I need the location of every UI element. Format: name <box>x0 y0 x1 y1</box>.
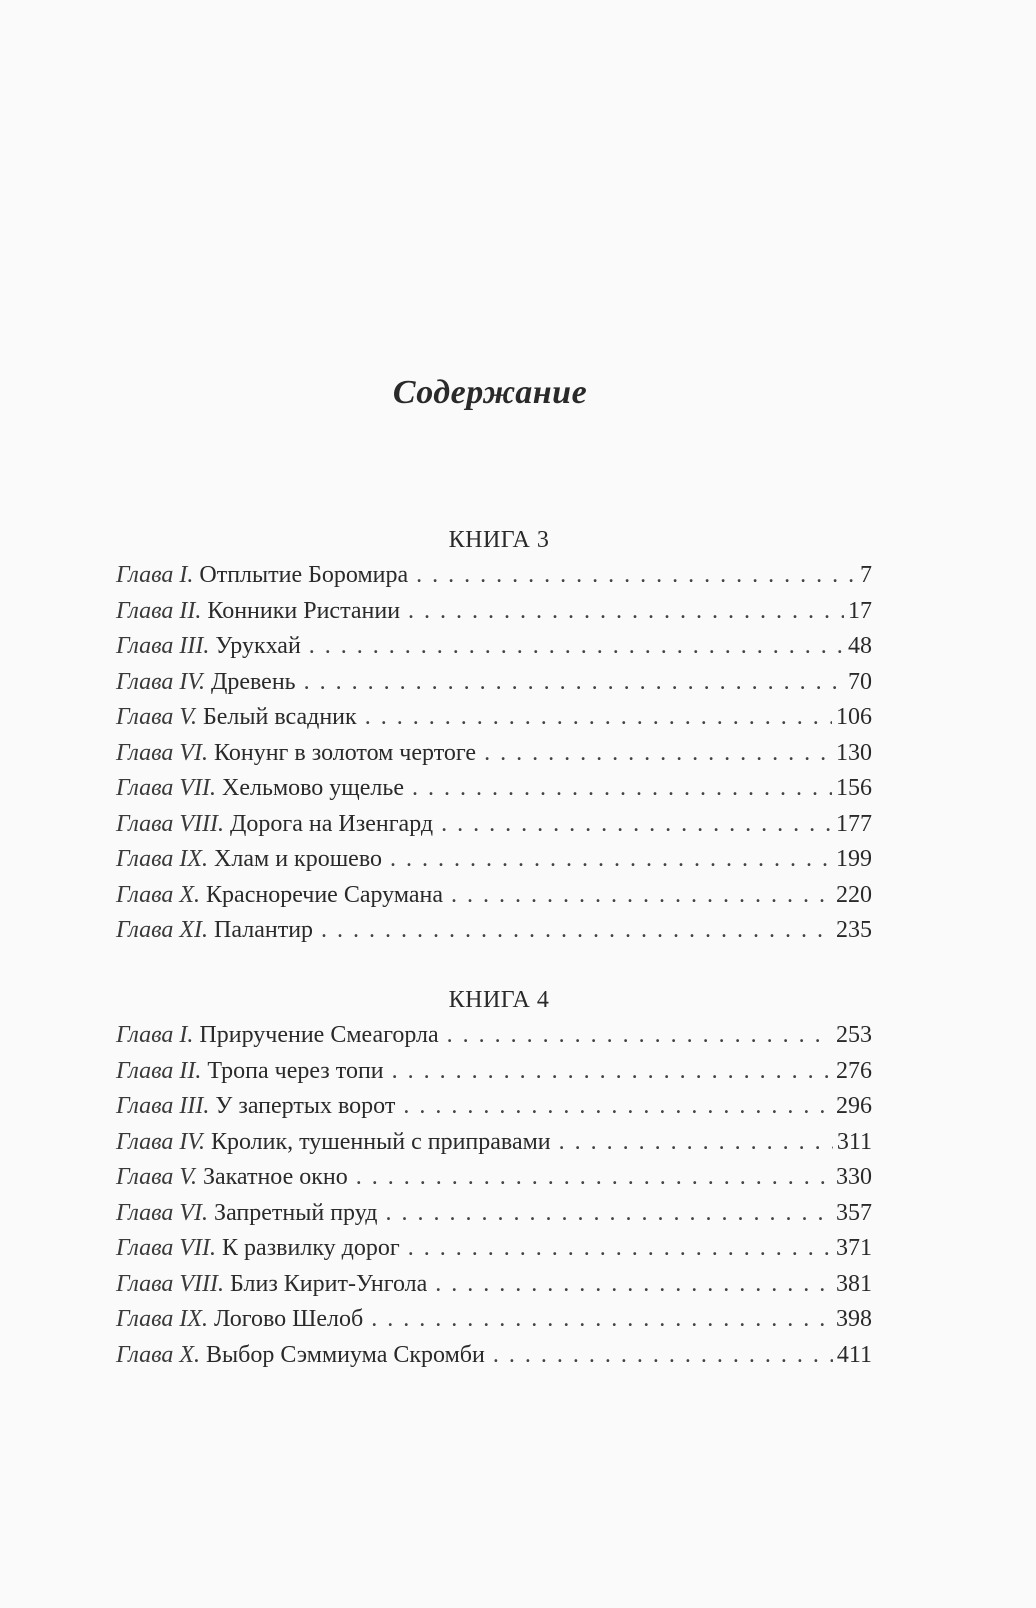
chapter-label: Глава XI. <box>116 917 209 943</box>
page-number: 253 <box>836 1022 872 1048</box>
toc-entry <box>116 1089 872 1125</box>
dot-leader <box>447 1018 832 1054</box>
dot-leader <box>408 594 844 630</box>
chapter-list <box>116 558 872 949</box>
page-number: 381 <box>836 1270 872 1297</box>
toc-entry <box>116 665 872 701</box>
book-3-section <box>116 522 872 949</box>
dot-leader <box>451 878 832 914</box>
toc-entry <box>116 558 872 594</box>
toc-entry <box>116 1125 872 1161</box>
toc-entry <box>116 1302 872 1338</box>
chapter-title: Запретный пруд <box>214 1199 378 1226</box>
chapter-label: Глава II. <box>116 1057 202 1084</box>
dot-leader <box>390 842 832 878</box>
toc-entry <box>116 1160 872 1196</box>
dot-leader <box>441 807 832 843</box>
dot-leader <box>403 1089 832 1125</box>
chapter-label: Глава V. <box>116 1164 197 1190</box>
chapter-label: Глава VI. <box>116 739 209 766</box>
toc-entry <box>116 1267 872 1303</box>
page-number: 70 <box>848 668 872 695</box>
dot-leader <box>408 1231 832 1267</box>
dot-leader <box>493 1338 833 1374</box>
chapter-label: Глава VIII. <box>116 810 225 837</box>
dot-leader <box>385 1196 832 1232</box>
dot-leader <box>304 665 844 701</box>
toc-entry <box>116 1196 872 1232</box>
chapter-label: Глава IV. <box>116 668 205 695</box>
page-number: 371 <box>836 1235 872 1261</box>
toc-entry <box>116 594 872 630</box>
dot-leader <box>365 700 832 736</box>
chapter-title: Хельмово ущелье <box>222 775 404 801</box>
page-number: 235 <box>836 917 872 943</box>
page-title: Содержание <box>392 374 588 411</box>
chapter-title: Логово Шелоб <box>214 1306 364 1332</box>
page-number: 330 <box>836 1164 872 1190</box>
chapter-label: Глава IX. <box>116 846 209 872</box>
page-number: 199 <box>836 846 872 872</box>
page-number: 398 <box>836 1306 872 1332</box>
chapter-title: Закатное окно <box>202 1164 348 1190</box>
dot-leader <box>559 1125 833 1161</box>
chapter-title: Отплытие Боромира <box>199 562 409 588</box>
dot-leader <box>356 1160 832 1196</box>
page-number: 130 <box>836 739 872 766</box>
chapter-title: Конники Ристании <box>207 597 401 624</box>
toc-entry <box>116 1231 872 1267</box>
dot-leader <box>435 1267 832 1303</box>
chapter-label: Глава II. <box>116 597 202 624</box>
toc-entry <box>116 807 872 843</box>
book-heading: КНИГА 4 <box>448 987 550 1013</box>
dot-leader <box>416 558 856 594</box>
page-number: 177 <box>836 810 872 837</box>
page-number: 48 <box>848 633 872 659</box>
chapter-label: Глава IV. <box>116 1128 205 1155</box>
chapter-title: Палантир <box>214 917 314 943</box>
page-number: 311 <box>836 1128 872 1155</box>
chapter-title: Выбор Сэммиума Скромби <box>206 1341 485 1368</box>
toc-entry <box>116 1054 872 1090</box>
chapter-label: Глава IX. <box>116 1306 209 1332</box>
page-number: 296 <box>836 1093 872 1119</box>
chapter-title: У запертых ворот <box>215 1093 396 1119</box>
chapter-title: Дорога на Изенгард <box>230 810 434 837</box>
page-number: 156 <box>836 775 872 801</box>
page-number: 357 <box>836 1199 872 1226</box>
dot-leader <box>392 1054 832 1090</box>
chapter-title: Кролик, тушенный с приправами <box>210 1128 551 1155</box>
chapter-label: Глава III. <box>116 1093 210 1119</box>
page-number: 411 <box>836 1341 872 1368</box>
toc-entry <box>116 629 872 665</box>
chapter-title: Конунг в золотом чертоге <box>214 739 477 766</box>
chapter-title: Хлам и крошево <box>214 846 382 872</box>
chapter-title: Близ Кирит-Унгола <box>230 1270 428 1297</box>
page-number: 220 <box>836 881 872 908</box>
toc-entry <box>116 700 872 736</box>
chapter-title: Урукхай <box>215 633 301 659</box>
chapter-title: Приручение Смеагорла <box>199 1022 439 1048</box>
chapter-title: Красноречие Сарумана <box>206 881 444 908</box>
chapter-title: Белый всадник <box>202 704 357 730</box>
book-heading: КНИГА 3 <box>448 527 550 553</box>
chapter-label: Глава III. <box>116 633 210 659</box>
toc-entry <box>116 913 872 949</box>
chapter-title: К развилку дорог <box>222 1235 400 1261</box>
toc-entry <box>116 736 872 772</box>
dot-leader <box>484 736 832 772</box>
chapter-title: Древень <box>210 668 296 695</box>
toc-entry <box>116 878 872 914</box>
dot-leader <box>371 1302 832 1338</box>
chapter-title: Тропа через топи <box>207 1057 384 1084</box>
toc-entry <box>116 1338 872 1374</box>
toc-entry <box>116 842 872 878</box>
chapter-label: Глава VII. <box>116 1235 217 1261</box>
chapter-label: Глава I. <box>116 1022 194 1048</box>
page-number: 276 <box>836 1057 872 1084</box>
page-number: 106 <box>836 704 872 730</box>
chapter-list <box>116 1018 872 1373</box>
book-4-section <box>116 982 872 1373</box>
chapter-label: Глава VIII. <box>116 1270 225 1297</box>
toc-entry <box>116 1018 872 1054</box>
chapter-label: Глава I. <box>116 562 194 588</box>
chapter-label: Глава VII. <box>116 775 217 801</box>
dot-leader <box>412 771 832 807</box>
page-number: 7 <box>860 562 872 588</box>
chapter-label: Глава X. <box>116 881 201 908</box>
chapter-label: Глава V. <box>116 704 197 730</box>
toc-entry <box>116 771 872 807</box>
chapter-label: Глава X. <box>116 1341 201 1368</box>
page-number: 17 <box>848 597 872 624</box>
dot-leader <box>309 629 844 665</box>
dot-leader <box>321 913 832 949</box>
chapter-label: Глава VI. <box>116 1199 209 1226</box>
